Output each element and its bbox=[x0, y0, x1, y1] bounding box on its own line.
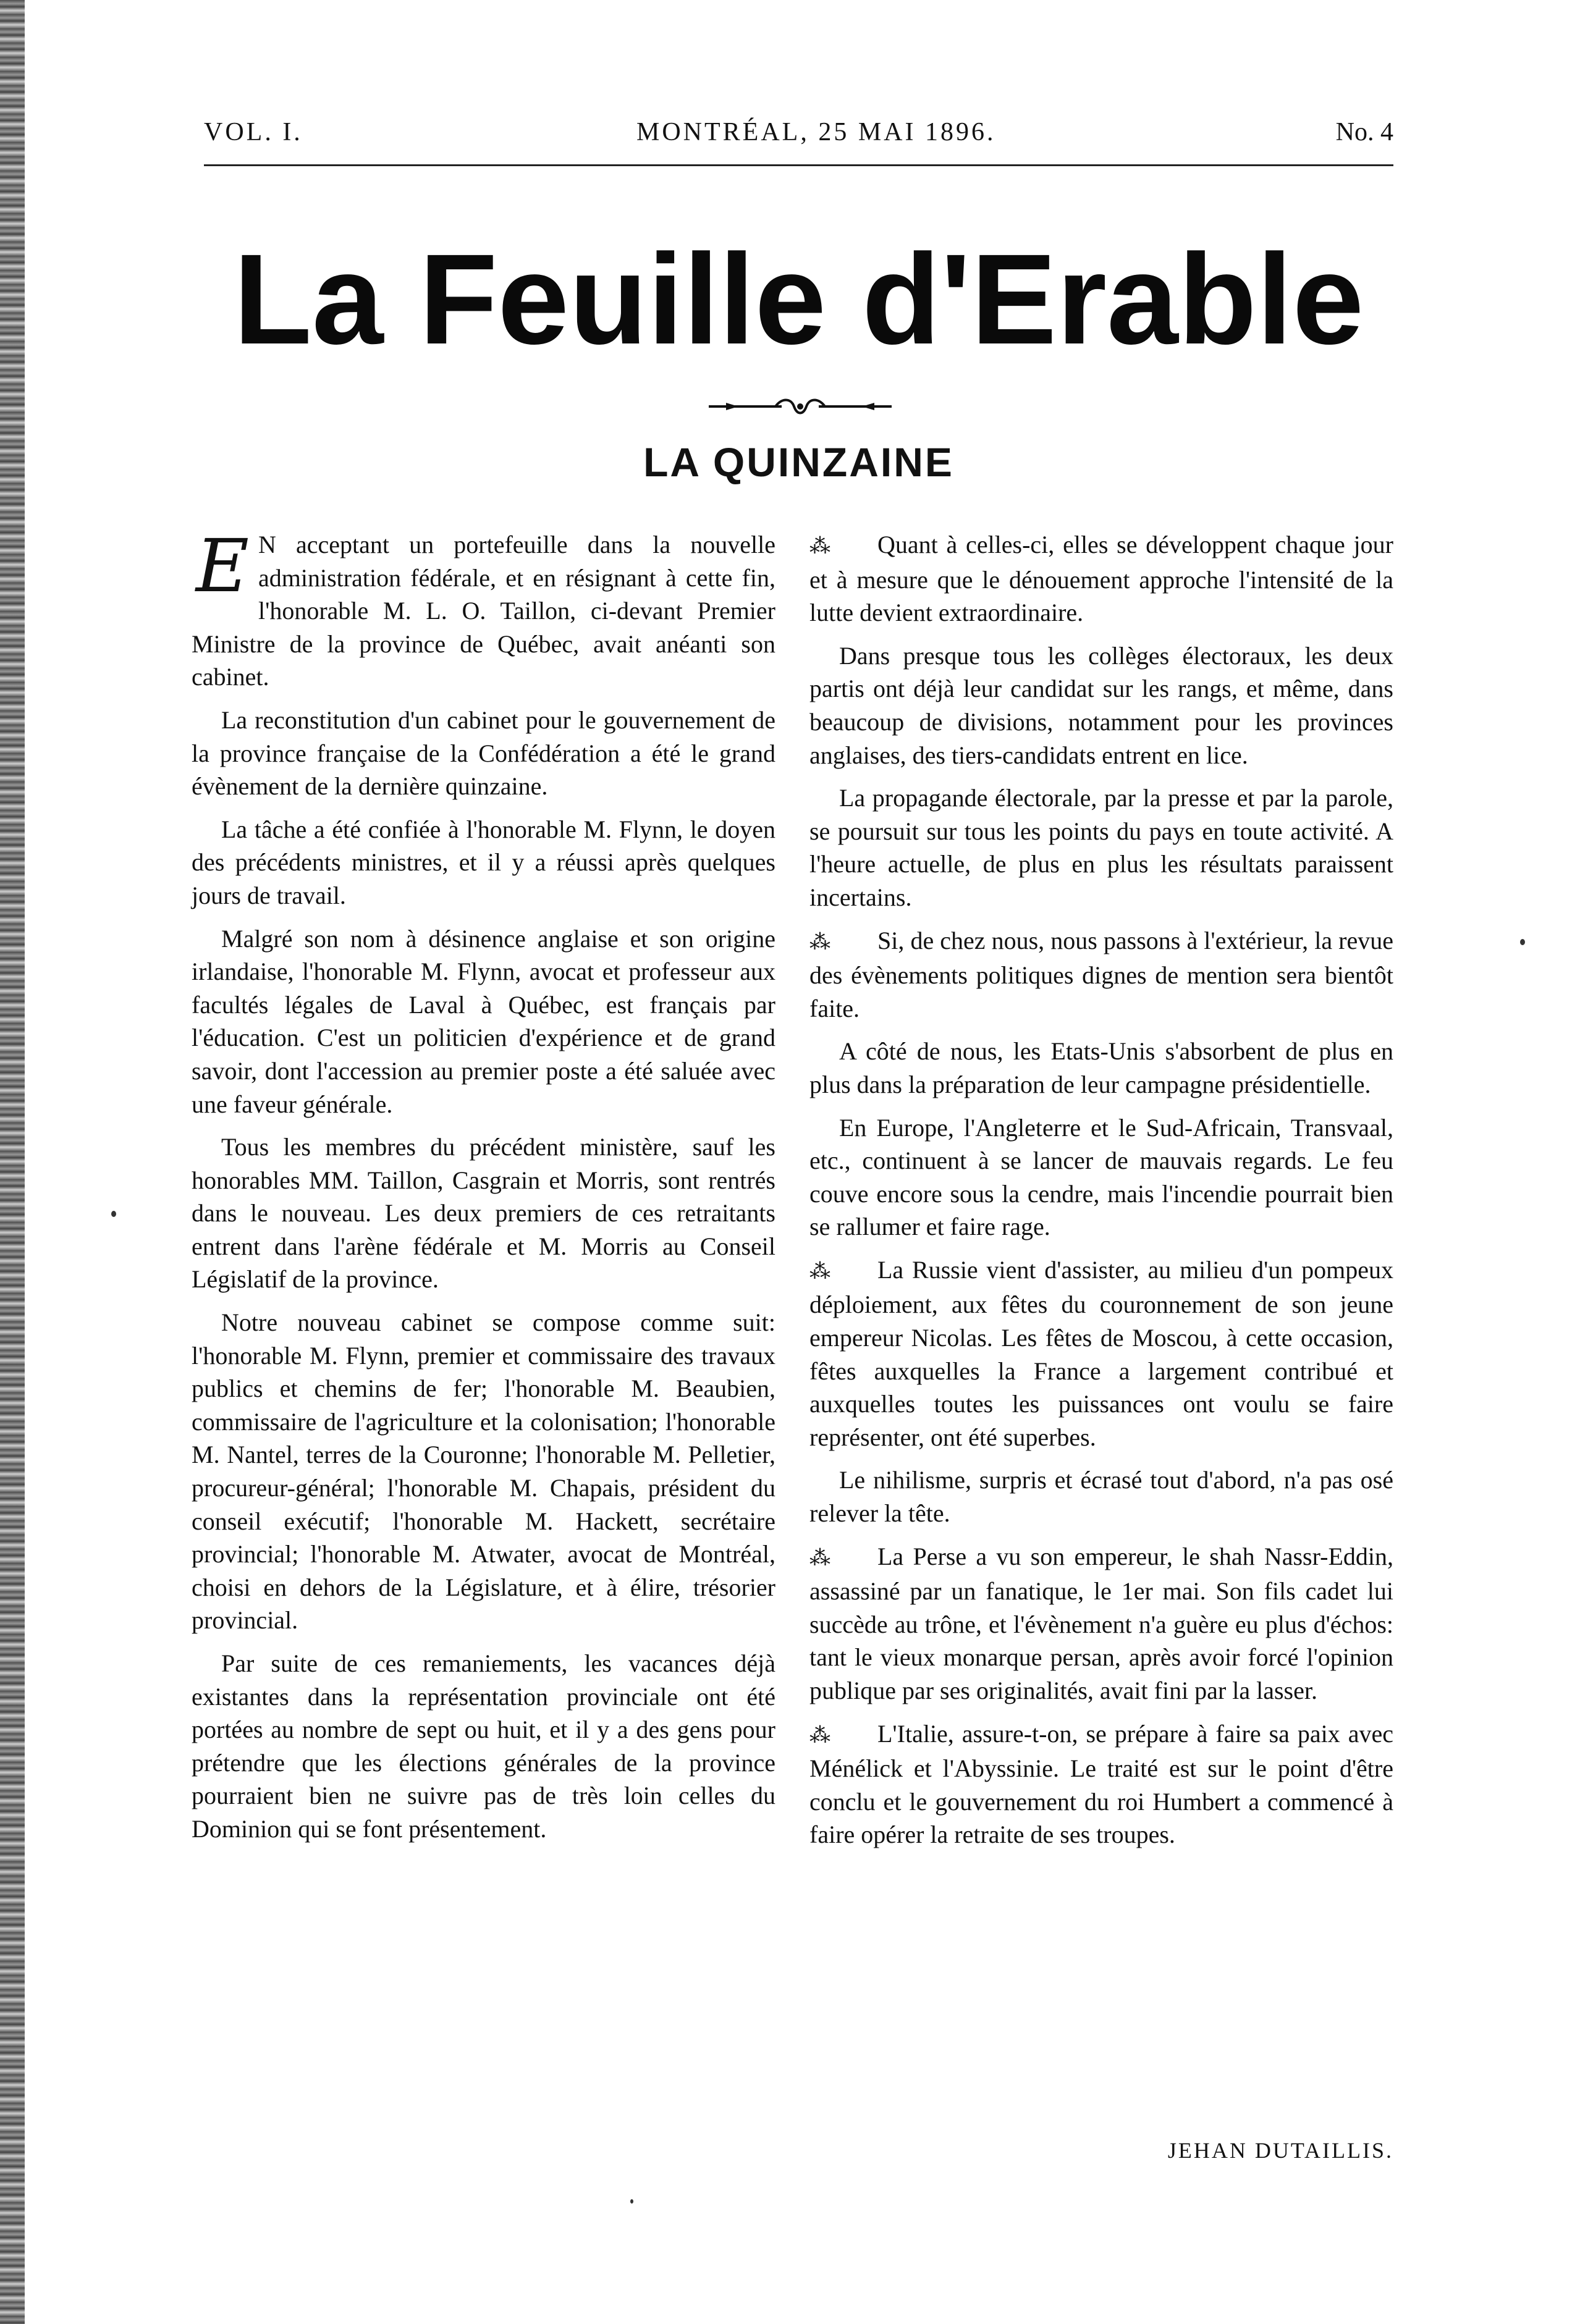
paragraph: Tous les membres du précédent ministère, sauf les honorables MM. Taillon, Casgrain et Morris, sont rentrés dans le nouveau. Les deux premiers de ces retraitants entrent dans l'arène fédérale et M. Morris au Conseil Législatif de la province. bbox=[192, 1133, 775, 1294]
paragraph-text: N acceptant un portefeuille dans la nouvelle administration fédérale, et en résignant à cette fin, l'honorable M. L. O. Taillon, ci-devant Premier Ministre de la province de Québec, avait anéanti son cabinet. bbox=[192, 531, 775, 691]
paragraph: Malgré son nom à désinence anglaise et son origine irlandaise, l'honorable M. Flynn, avocat et professeur aux facultés légales de Laval à Québec, est français par l'éducation. C'est un politicien d'expérience et de grand savoir, dont l'accession au premier poste a été saluée avec une faveur générale. bbox=[192, 924, 775, 1118]
paragraph-text: La Russie vient d'assister, au milieu d'un pompeux déploiement, aux fêtes du couronnement de son jeune empereur Nicolas. Les fêtes de Moscou, à cette occasion, fêtes auxquelles la France a largement contribué et auxquelles toutes les puissances ont voulu se faire représenter, ont été superbes. bbox=[809, 1255, 1393, 1451]
print-speck bbox=[111, 1211, 116, 1217]
left-column bbox=[192, 523, 775, 1856]
paragraph bbox=[192, 523, 775, 694]
paragraph: La reconstitution d'un cabinet pour le gouvernement de la province française de la Confédération a été le grand évènement de la dernière quinzaine. bbox=[192, 705, 775, 801]
paragraph bbox=[809, 1717, 1393, 1851]
scanned-page-edge bbox=[0, 0, 25, 2324]
paragraph-text: Si, de chez nous, nous passons à l'extérieur, la revue des évènements politiques dignes de mention sera bientôt faite. bbox=[809, 926, 1393, 1022]
header-rule bbox=[204, 164, 1393, 166]
asterism-icon: ⁂ bbox=[809, 1724, 830, 1747]
paragraph: En Europe, l'Angleterre et le Sud-Africain, Transvaal, etc., continuent à se lancer de mauvais regards. Le feu couve encore sous la cendre, mais l'incendie pourrait bien se rallumer et faire rage. bbox=[809, 1113, 1393, 1241]
paragraph-text: L'Italie, assure-t-on, se prépare à faire sa paix avec Ménélick et l'Abyssinie. Le traité est sur le point d'être conclu et le gouvernement du roi Humbert a commencé à faire opérer la retraite de ses troupes. bbox=[809, 1719, 1393, 1849]
paragraph bbox=[809, 924, 1393, 1025]
asterism-icon: ⁂ bbox=[809, 535, 830, 558]
print-speck bbox=[1520, 939, 1525, 945]
paragraph-text: Quant à celles-ci, elles se développent chaque jour et à mesure que le dénouement approche l'intensité de la lutte devient extraordinaire. bbox=[809, 531, 1393, 627]
issue-date: MONTRÉAL, 25 MAI 1896. bbox=[636, 118, 996, 146]
section-title: LA QUINZAINE bbox=[643, 439, 954, 485]
paragraph-text: La Perse a vu son empereur, le shah Nassr-Eddin, assassiné par un fanatique, le 1er mai. Son fils cadet lui succède au trône, et l'évènement n'a guère eu plus d'échos: tant le vieux monarque persan, après avoir forcé l'opinion publique par ses originalités, avait fini par la lasser. bbox=[809, 1542, 1393, 1704]
paragraph: Le nihilisme, surpris et écrasé tout d'abord, n'a pas osé relever la tête. bbox=[809, 1466, 1393, 1528]
paragraph: La tâche a été confiée à l'honorable M. Flynn, le doyen des précédents ministres, et il y a réussi après quelques jours de travail. bbox=[192, 815, 775, 909]
paragraph: A côté de nous, les Etats-Unis s'absorbent de plus en plus dans la préparation de leur campagne présidentielle. bbox=[809, 1037, 1393, 1098]
right-column bbox=[809, 528, 1393, 1861]
ornament-divider-icon bbox=[708, 395, 893, 418]
paragraph: Notre nouveau cabinet se compose comme suit: l'honorable M. Flynn, premier et commissaire des travaux publics et chemins de fer; l'honorable M. Beaubien, commissaire de l'agriculture et la colonisation; l'honorable M. Nantel, terres de la Couronne; l'honorable M. Pelletier, procureur-général; l'honorable M. Chapais, président du conseil exécutif; l'honorable M. Hackett, secrétaire provincial; l'honorable M. Atwater, avocat de Montréal, choisi en dehors de la Législature, et à élire, trésorier provincial. bbox=[192, 1308, 775, 1635]
asterism-icon: ⁂ bbox=[809, 930, 830, 954]
asterism-icon: ⁂ bbox=[809, 1260, 830, 1283]
drop-cap: E bbox=[195, 523, 250, 608]
paragraph bbox=[809, 1253, 1393, 1454]
newspaper-masthead: La Feuille d'Erable bbox=[233, 228, 1364, 371]
paragraph: Par suite de ces remaniements, les vacances déjà existantes dans la représentation provinciale ont été portées au nombre de sept ou huit, et il y a des gens pour prétendre que les élections générales de la province pourraient bien ne suivre pas de très loin celles du Dominion qui se font présentement. bbox=[192, 1649, 775, 1843]
paragraph: Dans presque tous les collèges électoraux, les deux partis ont déjà leur candidat sur les rangs, et même, dans beaucoup de divisions, notamment pour les provinces anglaises, des tiers-candidats entrent en lice. bbox=[809, 641, 1393, 769]
asterism-icon: ⁂ bbox=[809, 1546, 830, 1570]
issue-number: No. 4 bbox=[1335, 118, 1393, 146]
paragraph bbox=[809, 528, 1393, 629]
paragraph: La propagande électorale, par la presse et par la parole, se poursuit sur tous les points du pays en toute activité. A l'heure actuelle, de plus en plus les résultats paraissent incertains. bbox=[809, 784, 1393, 911]
page-header bbox=[204, 117, 1393, 167]
volume-label: VOL. I. bbox=[204, 118, 303, 146]
author-signature: JEHAN DUTAILLIS. bbox=[1167, 2138, 1393, 2163]
print-speck bbox=[630, 2199, 633, 2204]
paragraph bbox=[809, 1540, 1393, 1707]
